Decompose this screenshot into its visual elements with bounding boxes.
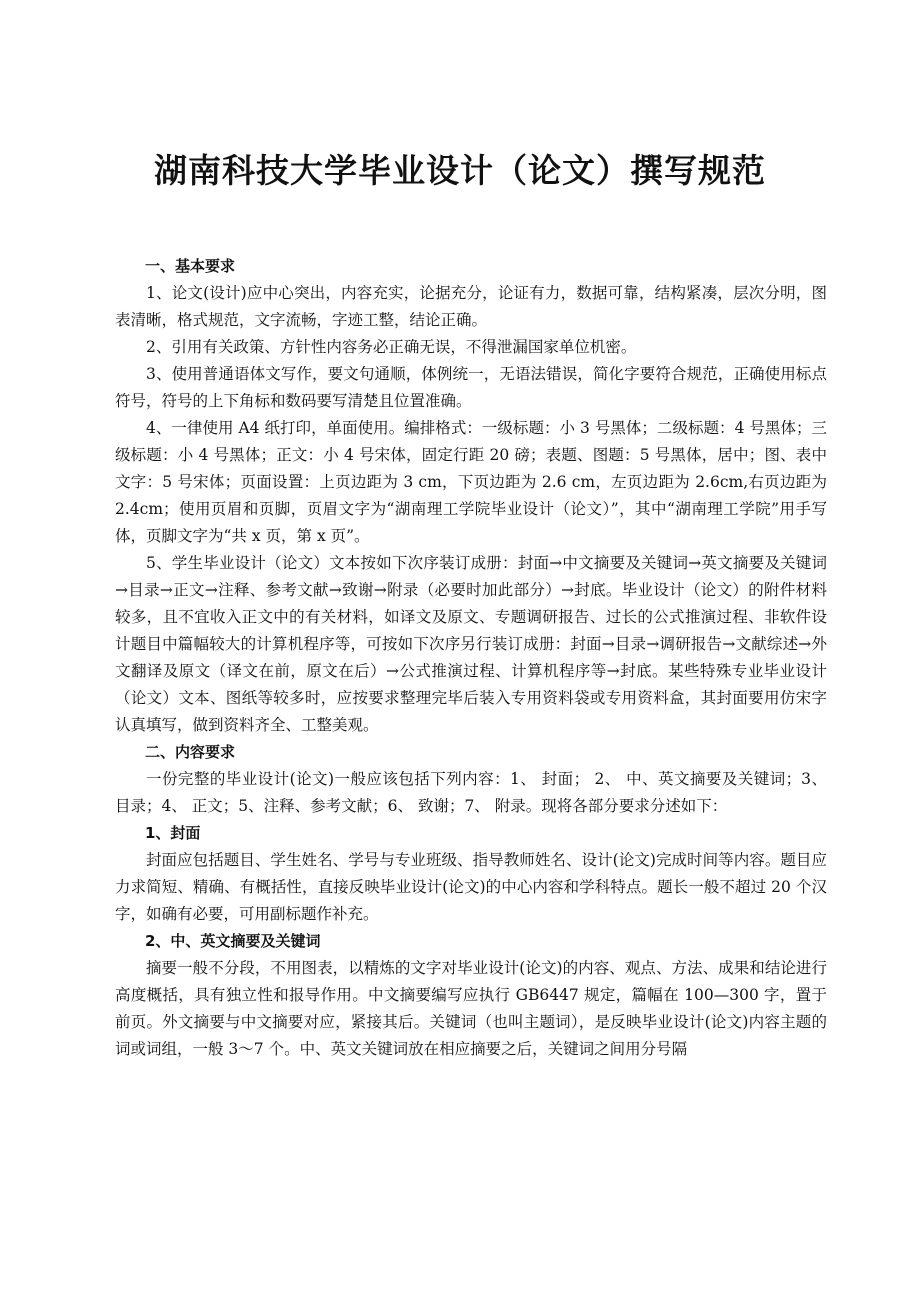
subheading-cover: 1、封面 (145, 824, 201, 842)
section-heading-basic-requirements: 一、基本要求 (145, 257, 236, 275)
subheading-abstract-keywords: 2、中、英文摘要及关键词 (145, 932, 321, 950)
paragraph-content-overview: 一份完整的毕业设计(论文)一般应该包括下列内容：1、 封面； 2、 中、英文摘要及关键词；3、 目录；4、 正文；5、注释、参考文献；6、 致谢；7、 附录。现将各部分要求分述如下： (115, 770, 827, 815)
paragraph-abstract-keywords: 摘要一般不分段，不用图表，以精炼的文字对毕业设计(论文)的内容、观点、方法、成果和结论进行高度概括，具有独立性和报导作用。中文摘要编写应执行 GB6447 规定，篇幅在 100—300 字，置于前页。外文摘要与中文摘要对应，紧接其后。关键词（也叫主题词），是反映毕业设计(论文)内容主题的词或词组，一般 3～7 个。中、英文关键词放在相应摘要之后，关键词之间用分号隔 (115, 959, 827, 1058)
section-heading-content-requirements: 二、内容要求 (145, 743, 236, 761)
paragraph-requirement-1: 1、论文(设计)应中心突出，内容充实，论据充分，论证有力，数据可靠，结构紧凑，层次分明，图表清晰，格式规范，文字流畅，字迹工整，结论正确。 (115, 284, 827, 329)
paragraph-requirement-2: 2、引用有关政策、方针性内容务必正确无误，不得泄漏国家单位机密。 (146, 338, 637, 356)
paragraph-cover: 封面应包括题目、学生姓名、学号与专业班级、指导教师姓名、设计(论文)完成时间等内容。题目应力求简短、精确、有概括性，直接反映毕业设计(论文)的中心内容和学科特点。题长一般不超过 20 个汉字，如确有必要，可用副标题作补充。 (115, 851, 827, 923)
paragraph-requirement-3: 3、使用普通语体文写作，要文句通顺，体例统一，无语法错误，简化字要符合规范，正确使用标点符号，符号的上下角标和数码要写清楚且位置准确。 (115, 365, 827, 410)
document-title: 湖南科技大学毕业设计（论文）撰写规范 (154, 151, 766, 190)
paragraph-requirement-5: 5、学生毕业设计（论文）文本按如下次序装订成册：封面→中文摘要及关键词→英文摘要及关键词→目录→正文→注释、参考文献→致谢→附录（必要时加此部分）→封底。毕业设计（论文）的附件材料较多，且不宜收入正文中的有关材料，如译文及原文、专题调研报告、过长的公式推演过程、非软件设计题目中篇幅较大的计算机程序等，可按如下次序另行装订成册：封面→目录→调研报告→文献综述→外文翻译及原文（译文在前，原文在后）→公式推演过程、计算机程序等→封底。某些特殊专业毕业设计（论文）文本、图纸等较多时，应按要求整理完毕后装入专用资料袋或专用资料盒，其封面要用仿宋字认真填写，做到资料齐全、工整美观。 (115, 554, 827, 734)
paragraph-requirement-4: 4、一律使用 A4 纸打印，单面使用。编排格式：一级标题：小 3 号黑体；二级标题：4 号黑体；三级标题：小 4 号黑体；正文：小 4 号宋体，固定行距 20 磅；表题、图题：5 号黑体，居中；图、表中文字：5 号宋体；页面设置：上页边距为 3 cm，下页边距为 2.6 cm，左页边距为 2.6cm,右页边距为 2.4cm；使用页眉和页脚，页眉文字为“湖南理工学院毕业设计（论文）”，其中“湖南理工学院”用手写体，页脚文字为“共 x 页，第 x 页”。 (115, 419, 827, 545)
document-body (115, 253, 827, 1063)
